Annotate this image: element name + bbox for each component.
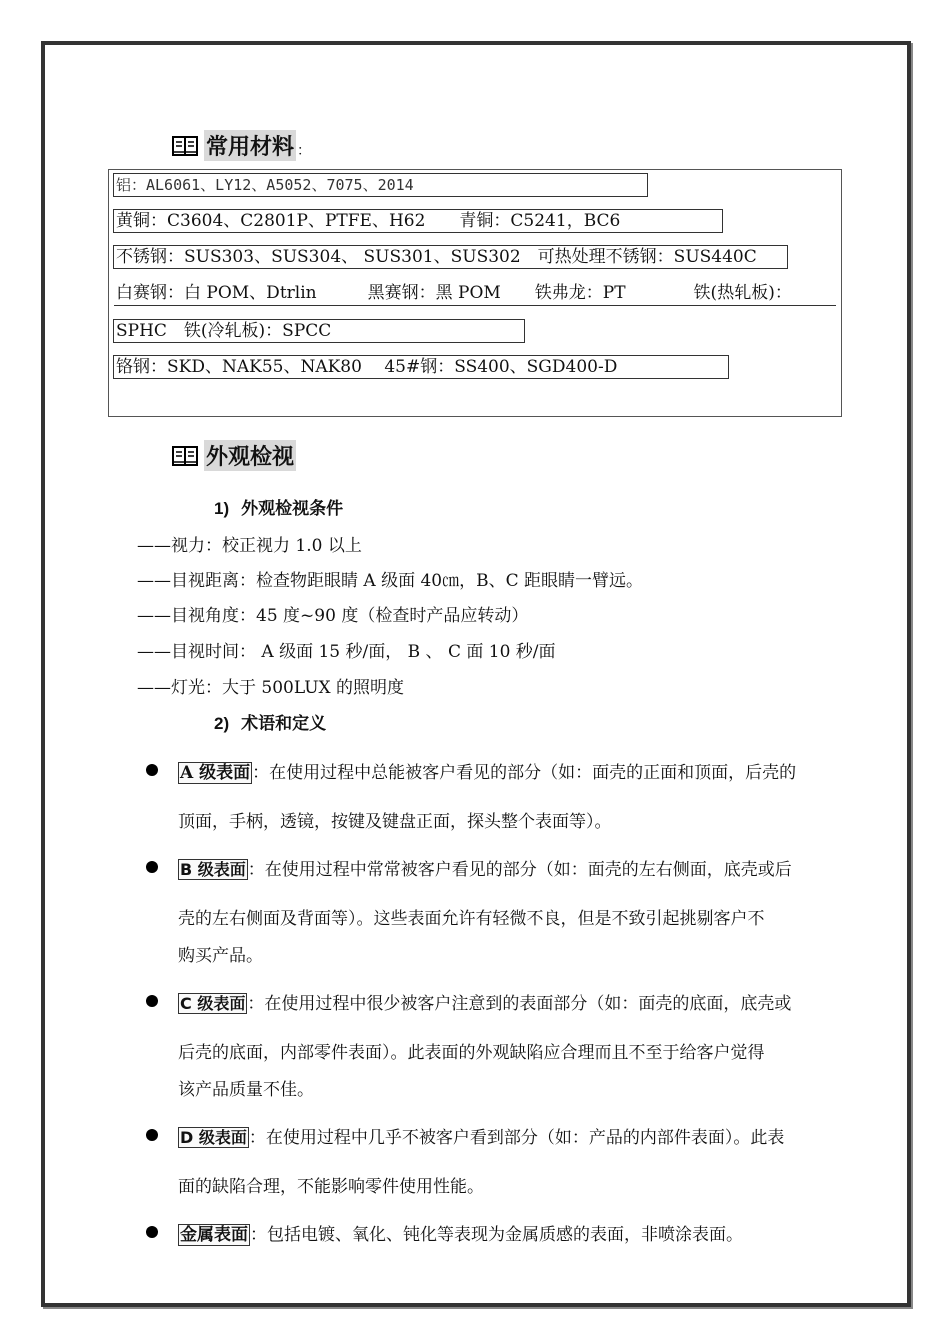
sub-heading-label: 外观检视条件 (241, 499, 344, 519)
term-text: 壳的左右侧面及背面等）。这些表面允许有轻微不良，但是不致引起挑剔客户不 (178, 909, 765, 929)
materials-title-colon: ： (297, 142, 312, 159)
bullet-icon (146, 861, 158, 873)
sub-heading-number: 2) (214, 714, 230, 733)
term-name: B 级表面 (180, 860, 246, 879)
inspection-title: 外观检视 (204, 440, 296, 471)
condition-line: ——目视距离：检查物距眼睛 A 级面 40㎝，B、C 距眼睛一臂远。 (137, 571, 644, 591)
condition-line: ——目视时间： A 级面 15 秒/面， B 、 C 面 10 秒/面 (137, 642, 556, 662)
term-text: 后壳的底面，内部零件表面）。此表面的外观缺陷应合理而且不至于给客户觉得 (178, 1043, 765, 1063)
condition-line: ——目视角度：45 度~90 度（检查时产品应转动） (137, 606, 529, 626)
material-line-chrome-steel: 铬钢：SKD、NAK55、NAK80 45#钢：SS400、SGD400-D (113, 355, 729, 379)
materials-title: 常用材料 (204, 130, 296, 161)
term-name: A 级表面 (180, 763, 251, 783)
term-text: ：在使用过程中几乎不被客户看到部分（如：产品的内部件表面）。此表 (248, 1128, 785, 1148)
term-text: ：在使用过程中常常被客户看见的部分（如：面壳的左右侧面，底壳或后 (247, 860, 792, 880)
sub-heading-conditions (214, 494, 343, 519)
term-text: 该产品质量不佳。 (178, 1080, 314, 1100)
inspection-heading (172, 440, 296, 471)
material-line-pom: 白赛钢：白 POM、Dtrlin 黑赛钢：黑 POM 铁弗龙：PT 铁(热轧板)： (114, 282, 836, 306)
term-name: C 级表面 (180, 994, 246, 1013)
sub-heading-number: 1) (214, 499, 230, 518)
term-text: ：包括电镀、氧化、钝化等表现为金属质感的表面，非喷涂表面。 (250, 1225, 743, 1245)
condition-line: ——灯光：大于 500LUX 的照明度 (137, 678, 405, 698)
bullet-icon (146, 764, 158, 776)
book-icon (172, 446, 198, 466)
term-text: 顶面，手柄，透镜，按键及键盘正面，探头整个表面等）。 (178, 812, 612, 832)
bullet-icon (146, 1226, 158, 1238)
material-line-stainless: 不锈钢：SUS303、SUS304、 SUS301、SUS302 可热处理不锈钢：SUS440C (113, 245, 788, 269)
material-line-aluminum: 铝：AL6061、LY12、A5052、7075、2014 (113, 173, 648, 197)
materials-heading (172, 130, 311, 161)
material-line-brass: 黄铜：C3604、C2801P、PTFE、H62 青铜：C5241，BC6 (113, 209, 723, 233)
bullet-icon (146, 1129, 158, 1141)
term-text: ：在使用过程中总能被客户看见的部分（如：面壳的正面和顶面，后壳的 (252, 763, 797, 783)
term-text: 面的缺陷合理，不能影响零件使用性能。 (178, 1177, 484, 1197)
sub-heading-label: 术语和定义 (241, 714, 327, 734)
term-name: D 级表面 (180, 1128, 247, 1147)
term-text: ：在使用过程中很少被客户注意到的表面部分（如：面壳的底面，底壳或 (247, 994, 792, 1014)
material-line-steel-sheet: SPHC 铁(冷轧板)：SPCC (113, 319, 525, 343)
condition-line: ——视力：校正视力 1.0 以上 (137, 536, 362, 556)
term-text: 购买产品。 (178, 946, 263, 966)
bullet-icon (146, 995, 158, 1007)
term-name: 金属表面 (180, 1225, 248, 1245)
book-icon (172, 136, 198, 156)
sub-heading-terms (214, 709, 326, 734)
